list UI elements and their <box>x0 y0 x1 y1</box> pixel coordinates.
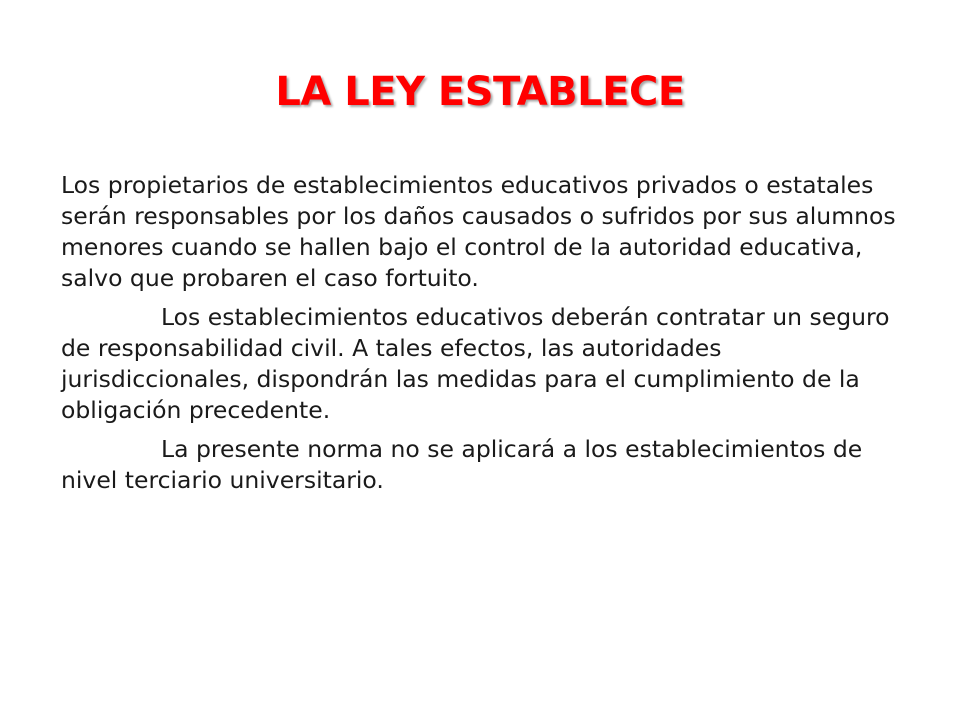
paragraph-3: La presente norma no se aplicará a los establecimientos de nivel terciario universitario. <box>61 435 863 494</box>
slide-title: LA LEY ESTABLECE <box>275 69 685 115</box>
paragraph-1: Los propietarios de establecimientos educativos privados o estatales serán responsables por los daños causados o sufridos por sus alumnos menores cuando se hallen bajo el control de la autoridad educativa, salvo que probaren el caso fortuito. <box>61 171 896 292</box>
slide-body <box>61 170 906 504</box>
paragraph-2: Los establecimientos educativos deberán contratar un seguro de responsabilidad civil. A tales efectos, las autoridades jurisdiccionales, dispondrán las medidas para el cumplimiento de la obligación precedente. <box>61 303 890 424</box>
